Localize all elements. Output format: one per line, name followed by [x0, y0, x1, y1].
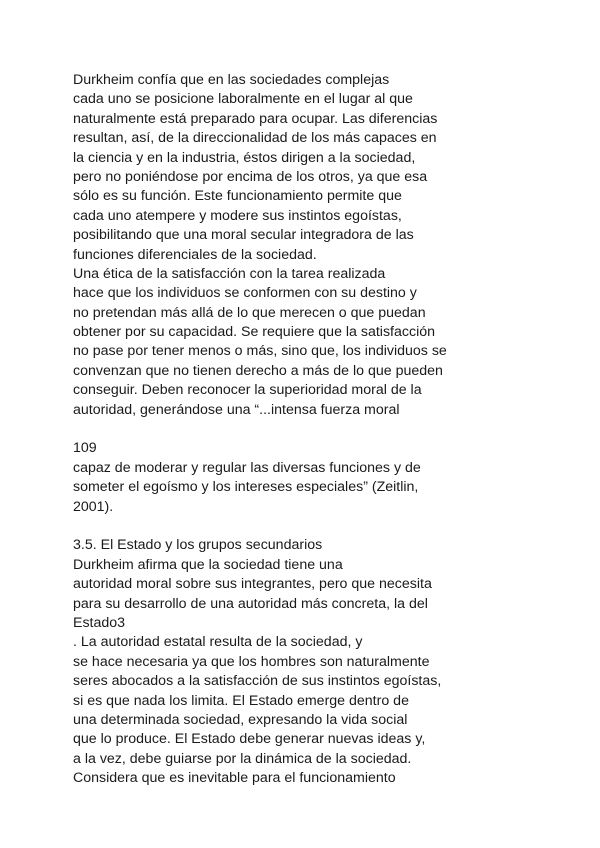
- section-heading: 3.5. El Estado y los grupos secundarios: [73, 537, 323, 554]
- text-line: para su desarrollo de una autoridad más concreta, la del: [73, 595, 428, 612]
- text-line: Durkheim afirma que la sociedad tiene una: [73, 556, 343, 573]
- text-line: a la vez, debe guiarse por la dinámica de la sociedad.: [73, 750, 412, 767]
- text-line: Durkheim confía que en las sociedades complejas: [73, 72, 390, 88]
- text-line: una determinada sociedad, expresando la vida social: [73, 711, 408, 728]
- text-line: conseguir. Deben reconocer la superioridad moral de la: [73, 382, 422, 399]
- text-line: obtener por su capacidad. Se requiere que la satisfacción: [73, 324, 436, 341]
- text-line: . La autoridad estatal resulta de la sociedad, y: [73, 634, 363, 651]
- text-line: autoridad moral sobre sus integrantes, pero que necesita: [73, 576, 432, 593]
- page-number: 109: [73, 440, 97, 457]
- text-line: la ciencia y en la industria, éstos dirigen a la sociedad,: [73, 149, 416, 166]
- text-line: someter el egoísmo y los intereses especiales” (Zeitlin,: [73, 479, 419, 496]
- paragraph-estado: [73, 556, 553, 789]
- text-line: que lo produce. El Estado debe generar nuevas ideas y,: [73, 731, 426, 748]
- text-line: capaz de moderar y regular las diversas funciones y de: [73, 459, 421, 476]
- text-line: funciones diferenciales de la sociedad.: [73, 246, 317, 263]
- text-line: autoridad, generándose una “...intensa fuerza moral: [73, 401, 400, 418]
- text-line: si es que nada los limita. El Estado emerge dentro de: [73, 692, 409, 709]
- text-line: sólo es su función. Este funcionamiento permite que: [73, 188, 402, 205]
- spacer: [73, 420, 553, 439]
- document-body: [73, 71, 553, 788]
- spacer: [73, 517, 553, 536]
- text-line: cada uno se posicione laboralmente en el lugar al que: [73, 91, 413, 108]
- paragraph-etica-satisfaccion: [73, 265, 553, 420]
- text-line: Considera que es inevitable para el funcionamiento: [73, 770, 396, 787]
- text-line: cada uno atempere y modere sus instintos egoístas,: [73, 207, 402, 224]
- text-line: resultan, así, de la direccionalidad de los más capaces en: [73, 130, 437, 147]
- text-line: no pase por tener menos o más, sino que, los individuos se: [73, 343, 447, 360]
- text-line: Estado3: [73, 614, 126, 631]
- text-line: 2001).: [73, 498, 114, 515]
- text-line: convenzan que no tienen derecho a más de lo que pueden: [73, 362, 443, 379]
- paragraph-capaz-de-moderar: [73, 459, 553, 517]
- text-line: Una ética de la satisfacción con la tarea realizada: [73, 265, 386, 282]
- text-line: se hace necesaria ya que los hombres son naturalmente: [73, 653, 430, 670]
- text-line: hace que los individuos se conformen con su destino y: [73, 285, 417, 302]
- text-line: pero no poniéndose por encima de los otros, ya que esa: [73, 168, 428, 185]
- paragraph-durkheim-confia: [73, 71, 553, 265]
- text-line: naturalmente está preparado para ocupar. Las diferencias: [73, 110, 438, 127]
- text-line: seres abocados a la satisfacción de sus instintos egoístas,: [73, 673, 442, 690]
- text-line: no pretendan más allá de lo que merecen o que puedan: [73, 304, 426, 321]
- text-line: posibilitando que una moral secular integradora de las: [73, 227, 414, 244]
